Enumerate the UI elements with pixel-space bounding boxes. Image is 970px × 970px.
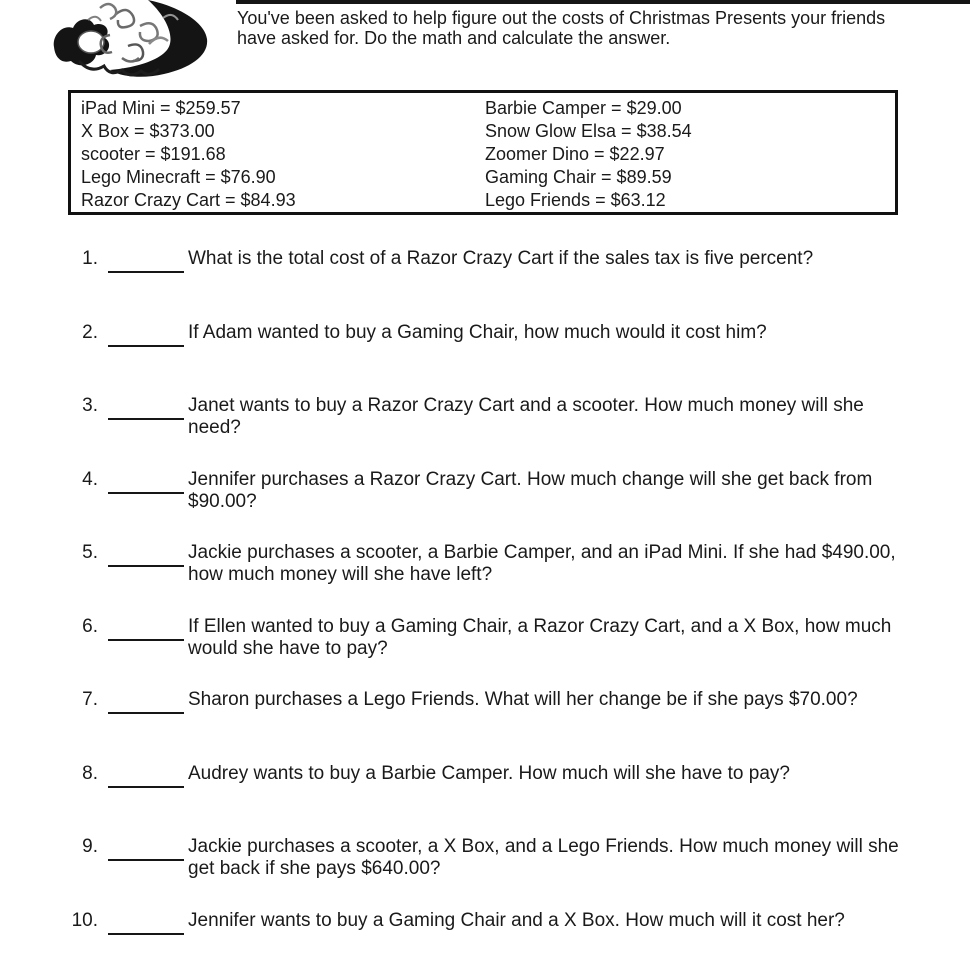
question-number: 2. [82,322,98,343]
question-number: 7. [82,689,98,710]
question-row [68,542,908,586]
question-number: 8. [82,763,98,784]
question-row [68,763,908,788]
question-text: Sharon purchases a Lego Friends. What will her change be if she pays $70.00? [188,689,858,710]
answer-blank[interactable] [108,763,184,788]
price-item: iPad Mini = $259.57 [81,98,241,118]
price-list-right-column [485,97,692,212]
question-number: 1. [82,248,98,269]
answer-blank[interactable] [108,616,184,641]
question-text: Jennifer wants to buy a Gaming Chair and a X Box. How much will it cost her? [188,910,845,931]
price-item: Barbie Camper = $29.00 [485,98,682,118]
answer-blank[interactable] [108,910,184,935]
question-row [68,469,908,513]
question-row [68,395,908,439]
question-text: What is the total cost of a Razor Crazy Cart if the sales tax is five percent? [188,248,814,269]
price-item: Razor Crazy Cart = $84.93 [81,190,296,210]
header-divider-line [236,0,970,4]
question-row [68,910,908,935]
price-item: X Box = $373.00 [81,121,215,141]
question-number: 6. [82,616,98,637]
price-item: Lego Friends = $63.12 [485,190,666,210]
question-row [68,836,908,880]
question-text: If Ellen wanted to buy a Gaming Chair, a Razor Crazy Cart, and a X Box, how much would she have to pay? [188,616,892,659]
question-text: Jackie purchases a scooter, a X Box, and a Lego Friends. How much money will she get back if she pays $640.00? [188,836,899,879]
price-list-left-column [81,97,296,212]
question-text: If Adam wanted to buy a Gaming Chair, how much would it cost him? [188,322,767,343]
santa-beard-icon [52,0,238,78]
price-item: Gaming Chair = $89.59 [485,167,672,187]
question-text: Janet wants to buy a Razor Crazy Cart and a scooter. How much money will she need? [188,395,864,438]
question-number: 9. [82,836,98,857]
answer-blank[interactable] [108,322,184,347]
answer-blank[interactable] [108,248,184,273]
question-text: Jackie purchases a scooter, a Barbie Camper, and an iPad Mini. If she had $490.00, how much money will she have left? [188,542,896,585]
question-number: 10. [71,910,98,931]
answer-blank[interactable] [108,542,184,567]
answer-blank[interactable] [108,469,184,494]
worksheet-instructions: You've been asked to help figure out the costs of Christmas Presents your friends have asked for. Do the math and calculate the answer. [237,8,886,48]
answer-blank[interactable] [108,395,184,420]
price-item: Snow Glow Elsa = $38.54 [485,121,692,141]
question-number: 5. [82,542,98,563]
question-number: 4. [82,469,98,490]
question-row [68,248,908,273]
question-row [68,616,908,660]
question-text: Jennifer purchases a Razor Crazy Cart. How much change will she get back from $90.00? [188,469,873,512]
question-text: Audrey wants to buy a Barbie Camper. How much will she have to pay? [188,763,790,784]
price-list-box [68,90,898,215]
answer-blank[interactable] [108,836,184,861]
question-row [68,322,908,347]
answer-blank[interactable] [108,689,184,714]
price-item: Lego Minecraft = $76.90 [81,167,276,187]
price-item: scooter = $191.68 [81,144,226,164]
question-row [68,689,908,714]
santa-illustration [52,0,238,78]
price-item: Zoomer Dino = $22.97 [485,144,665,164]
questions-list [68,248,908,960]
question-number: 3. [82,395,98,416]
